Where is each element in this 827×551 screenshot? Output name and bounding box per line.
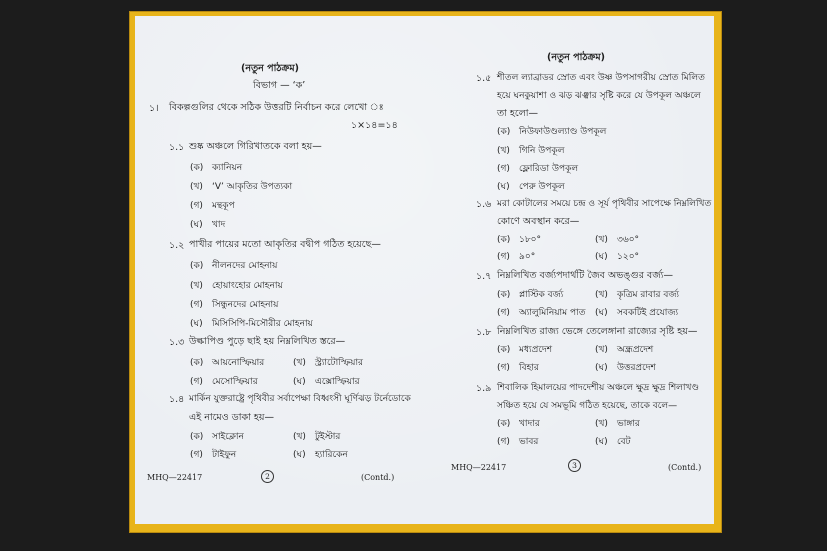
option-key: (খ) — [293, 432, 306, 442]
option-key: (গ) — [190, 377, 203, 387]
paper-code: MHQ—22417 — [147, 473, 203, 482]
option-text: আয়নোস্ফিয়ার — [212, 358, 265, 368]
left-page — [135, 16, 425, 524]
option-text: এক্সোস্ফিয়ার — [315, 377, 360, 387]
option-key: (ক) — [497, 235, 511, 245]
option-text: কৃত্রিম রাবার বর্জ্য — [617, 290, 680, 300]
question-text: সঞ্চিত হয়ে যে সমভূমি গঠিত হয়েছে, তাকে বলে— — [497, 401, 678, 411]
option-key: (ক) — [497, 419, 511, 429]
option-key: (গ) — [190, 450, 203, 460]
question-number: ১.৫ — [476, 73, 492, 84]
question-number: ১.৮ — [476, 327, 492, 338]
question-number: ১.৬ — [476, 199, 492, 210]
option-key: (ঘ) — [595, 252, 608, 262]
question-number: ১.৯ — [476, 383, 492, 394]
option-text: ফ্লোরিডা উপকূল — [519, 164, 579, 174]
option-text: ভাঙ্গার — [617, 419, 640, 429]
option-key: (ঘ) — [497, 182, 510, 192]
option-key: (ক) — [190, 358, 204, 368]
option-key: (ক) — [497, 345, 511, 355]
option-text: খাদার — [519, 419, 540, 429]
page-number: 2 — [261, 470, 274, 483]
question-number: ১.৪ — [169, 394, 185, 405]
question-text: কোণে অবস্থান করে— — [497, 216, 580, 227]
question-number: ১.২ — [169, 240, 185, 251]
question-text: মার্কিন যুক্তরাষ্ট্রে পৃথিবীর সর্বাপেক্ষা বিধ্বংসী ঘূর্ণিঝড় টর্নেডোকে — [189, 394, 411, 404]
option-text: ১৮০° — [519, 235, 542, 245]
question-text: শিবালিক হিমালয়ের পাদদেশীয় অঞ্চলে ক্ষুদ্র ক্ষুদ্র শিলাখণ্ড — [497, 383, 700, 393]
option-text: মেসোস্ফিয়ার — [212, 377, 258, 387]
page-heading: (নতুন পাঠক্রম) — [241, 63, 299, 74]
question-instruction: বিকল্পগুলির থেকে সঠিক উত্তরটি নির্বাচন করে লেখো ঃ — [169, 102, 384, 113]
question-text: উল্কাপিণ্ড পুড়ে ছাই হয় নিম্নলিখিত স্তরে— — [189, 336, 346, 347]
option-text: অ্যালুমিনিয়াম পাত — [519, 308, 586, 318]
option-text: স্ট্র্যাটোস্ফিয়ার — [315, 358, 364, 368]
right-page — [435, 16, 714, 524]
question-paper-spread — [135, 16, 714, 524]
option-text: সাইক্লোন — [212, 432, 244, 442]
option-key: (খ) — [293, 358, 306, 368]
option-text: অন্ধ্রপ্রদেশ — [617, 345, 654, 355]
option-key: (ঘ) — [595, 308, 608, 318]
option-text: মধ্যপ্রদেশ — [519, 345, 553, 355]
option-key: (খ) — [595, 419, 608, 429]
option-key: (ঘ) — [190, 220, 203, 230]
section-title: বিভাগ — ‘ক’ — [253, 80, 306, 91]
continued-label: (Contd.) — [361, 473, 395, 482]
option-key: (ঘ) — [293, 450, 306, 460]
option-key: (গ) — [190, 300, 203, 310]
option-key: (ঘ) — [595, 363, 608, 373]
question-text: মরা কোটালের সময়ে চন্দ্র ও সূর্য পৃথিবীর সাপেক্ষে নিম্নলিখিত — [497, 199, 712, 209]
paper-code: MHQ—22417 — [451, 463, 507, 472]
option-text: বিহার — [519, 363, 539, 373]
option-text: সিন্ধুনদের মোহনায় — [212, 300, 279, 310]
question-text: নিম্নলিখিত বর্জ্যপদার্থটি জৈব অভঙ্গুর বর্জ্য— — [497, 270, 673, 281]
option-text: ‘V’ আকৃতির উপত্যকা — [212, 182, 293, 192]
option-text: ৩৬০° — [617, 235, 640, 245]
option-text: মিসিসিপি-মিসৌরীর মোহনায় — [212, 319, 313, 329]
option-text: খাদ — [212, 220, 226, 230]
option-text: নিউফাউণ্ডল্যাণ্ড উপকূল — [519, 127, 607, 137]
question-text: তা হলো— — [497, 108, 539, 119]
continued-label: (Contd.) — [668, 463, 702, 472]
option-text: টুইস্টার — [315, 432, 341, 442]
question-number: ১.১ — [169, 142, 185, 153]
question-text: শুষ্ক অঞ্চলে গিরিখাতকে বলা হয়— — [189, 141, 322, 152]
question-number: ১। — [149, 103, 159, 114]
option-text: প্লাস্টিক বর্জ্য — [519, 290, 564, 300]
option-key: (ঘ) — [190, 319, 203, 329]
option-text: পেরু উপকূল — [519, 182, 565, 192]
option-key: (খ) — [595, 345, 608, 355]
option-key: (ক) — [190, 432, 204, 442]
option-key: (ক) — [497, 127, 511, 137]
option-text: ১২০° — [617, 252, 640, 262]
option-text: ক্যানিয়ন — [212, 163, 243, 173]
option-key: (খ) — [190, 182, 203, 192]
option-key: (ক) — [190, 261, 204, 271]
option-key: (ক) — [190, 163, 204, 173]
question-text: পাখীর পায়ের মতো আকৃতির বদ্বীপ গঠিত হয়েছে— — [189, 239, 381, 250]
option-key: (গ) — [497, 252, 510, 262]
option-key: (গ) — [497, 363, 510, 373]
option-text: হ্যারিকেন — [315, 450, 348, 460]
option-key: (গ) — [190, 201, 203, 211]
option-text: টাইফুন — [212, 450, 237, 460]
option-key: (ক) — [497, 290, 511, 300]
option-key: (খ) — [497, 146, 510, 156]
option-text: নীলনদের মোহনায় — [212, 261, 278, 271]
option-text: হোয়াংহোর মোহনায় — [212, 281, 283, 291]
question-text: এই নামেও ডাকা হয়— — [189, 412, 274, 423]
option-text: গিনি উপকূল — [519, 146, 565, 156]
option-text: উত্তরপ্রদেশ — [617, 363, 656, 373]
option-text: বেট — [617, 437, 631, 447]
option-text: ৯০° — [519, 252, 536, 262]
question-text: নিম্নলিখিত রাজ্য ভেঙ্গে তেলেঙ্গানা রাজ্যের সৃষ্টি হয়— — [497, 326, 698, 337]
option-key: (খ) — [595, 290, 608, 300]
question-text: শীতল ল্যাব্রাডর স্রোত এবং উষ্ণ উপসাগরীয় স্রোত মিলিত — [497, 73, 705, 83]
page-heading: (নতুন পাঠক্রম) — [547, 52, 605, 63]
option-key: (খ) — [190, 281, 203, 291]
option-text: ভাবর — [519, 437, 539, 447]
option-key: (গ) — [497, 308, 510, 318]
option-text: মন্থকূপ — [212, 201, 235, 211]
question-number: ১.৩ — [169, 337, 185, 348]
option-key: (খ) — [595, 235, 608, 245]
question-number: ১.৭ — [476, 271, 492, 282]
option-key: (ঘ) — [595, 437, 608, 447]
option-key: (গ) — [497, 164, 510, 174]
option-text: সবকটিই প্রযোজ্য — [617, 308, 679, 318]
page-number: 3 — [568, 459, 581, 472]
option-key: (ঘ) — [293, 377, 306, 387]
option-key: (গ) — [497, 437, 510, 447]
marks-allocation: ১×১৪=১৪ — [351, 120, 398, 131]
question-text: হয়ে ঘনকুয়াশা ও ঝড় ঝঞ্ঝার সৃষ্টি করে যে উপকূল অঞ্চলে — [497, 91, 701, 101]
